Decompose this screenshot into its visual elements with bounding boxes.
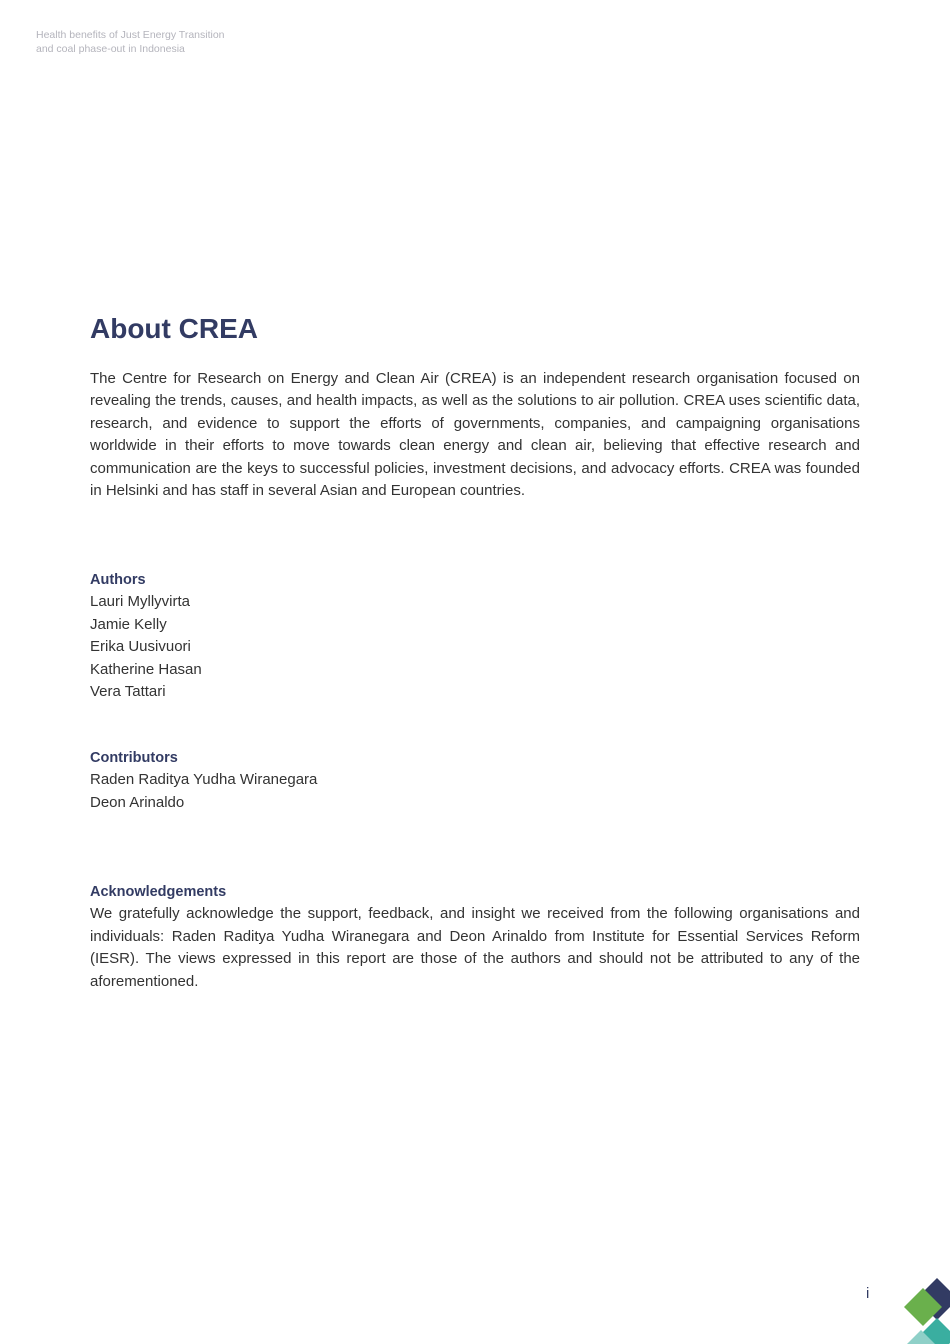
authors-list	[90, 591, 860, 703]
acknowledgements-section	[90, 881, 860, 993]
page-number: i	[866, 1285, 870, 1302]
author-name: Katherine Hasan	[90, 660, 202, 678]
author-name: Erika Uusivuori	[90, 638, 191, 656]
page-content	[90, 312, 860, 993]
acknowledgements-paragraph: We gratefully acknowledge the support, feedback, and insight we received from the following organisations and individuals: Raden Raditya Yudha Wiranegara and Deon Arinaldo from Institute for Essential Services Reform (IESR). The views expressed in this report are those of the authors and should not be attributed to any of the aforementioned.	[90, 905, 860, 990]
contributor-name: Raden Raditya Yudha Wiranegara	[90, 771, 318, 789]
contributors-list	[90, 769, 860, 814]
contributor-name: Deon Arinaldo	[90, 793, 185, 811]
authors-heading: Authors	[90, 572, 146, 589]
running-header-line-2: and coal phase-out in Indonesia	[36, 43, 185, 55]
contributors-heading: Contributors	[90, 750, 178, 767]
running-header	[36, 28, 276, 56]
page-title: About CREA	[90, 313, 258, 344]
crea-corner-logo-icon	[896, 1274, 950, 1344]
contributors-section	[90, 747, 860, 814]
running-header-line-1: Health benefits of Just Energy Transition	[36, 29, 225, 41]
author-name: Lauri Myllyvirta	[90, 593, 191, 611]
authors-section	[90, 569, 860, 703]
author-name: Vera Tattari	[90, 683, 166, 701]
author-name: Jamie Kelly	[90, 615, 167, 633]
about-paragraph: The Centre for Research on Energy and Clean Air (CREA) is an independent research organisation focused on revealing the trends, causes, and health impacts, as well as the solutions to air pollution. CREA uses scientific data, research, and evidence to support the efforts of governments, companies, and campaigning organisations worldwide in their efforts to move towards clean energy and clean air, believing that effective research and communication are the keys to successful policies, investment decisions, and advocacy efforts. CREA was founded in Helsinki and has staff in several Asian and European countries.	[90, 370, 860, 500]
acknowledgements-heading: Acknowledgements	[90, 884, 227, 901]
